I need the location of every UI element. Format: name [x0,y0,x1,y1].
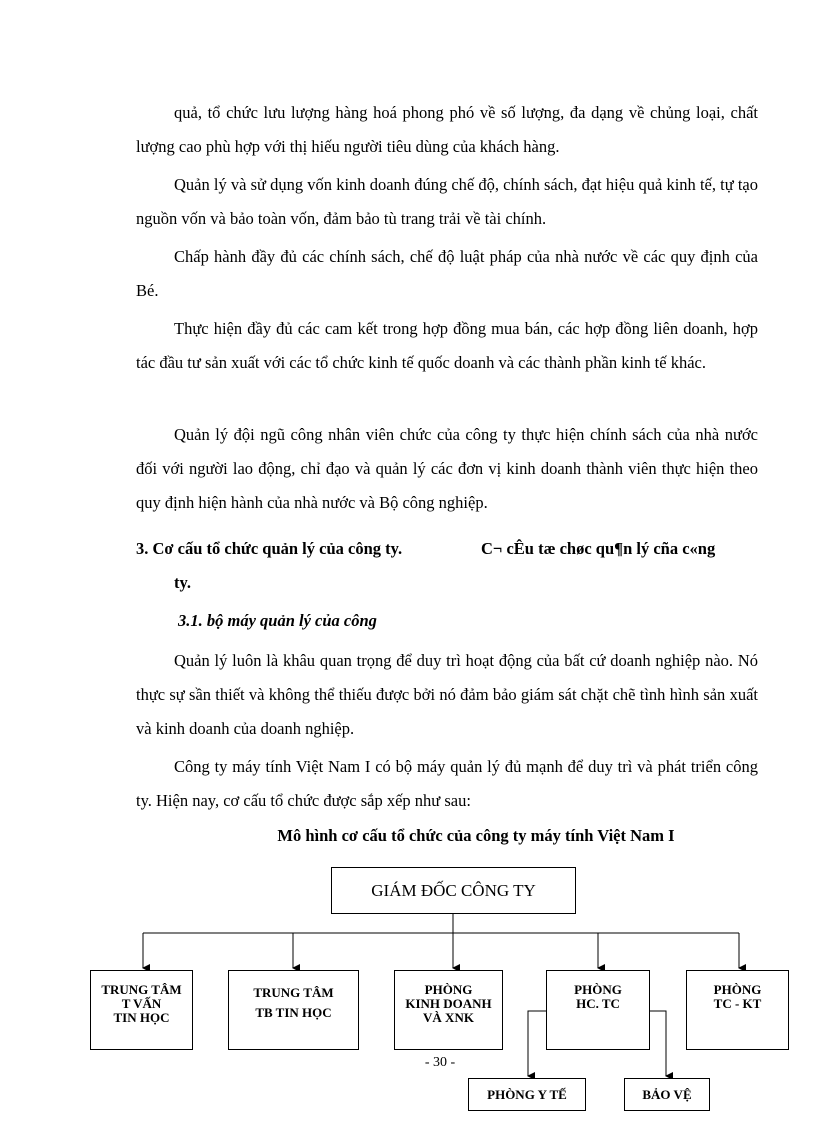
paragraph-7: Công ty máy tính Việt Nam I có bộ máy quản lý đủ mạnh để duy trì và phát triển công ty. Hiện nay, cơ cấu tổ chức được sắp xếp như sau: [136,757,758,810]
sub-unit-bao-ve [624,1078,710,1111]
paragraph-3: Chấp hành đầy đủ các chính sách, chế độ luật pháp của nhà nước về các quy định của Bé. [136,247,758,300]
paragraph-5: Quản lý đội ngũ công nhân viên chức của công ty thực hiện chính sách của nhà nước đối với người lao động, chỉ đạo và quản lý các đơn vị kinh doanh thành viên thực hiện theo quy định hiện hành của nhà nước và Bộ công nghiệp. [136,425,758,512]
dept-1-line-2: T VẤN [121,996,162,1011]
paragraph-4: Thực hiện đầy đủ các cam kết trong hợp đồng mua bán, các hợp đồng liên doanh, hợp tác đầu tư sản xuất với các tổ chức kinh tế quốc doanh và các thành phần kinh tế khác. [136,319,758,372]
sub-unit-y-te [468,1078,586,1111]
paragraph-2: Quản lý và sử dụng vốn kinh doanh đúng chế độ, chính sách, đạt hiệu quả kinh tế, tự tạo nguồn vốn và bảo toàn vốn, đảm bảo tù trang trải về tài chính. [136,175,758,228]
sub-unit-1-label: PHÒNG Y TẾ [487,1087,567,1102]
paragraph-6: Quản lý luôn là khâu quan trọng để duy trì hoạt động của bất cứ doanh nghiệp nào. Nó thực sự sần thiết và không thể thiếu được bởi nó đảm bảo giám sát chặt chẽ tình hình sản xuất và kinh doanh của doanh nghiệp. [136,651,758,738]
section-heading-text: 3. Cơ cấu tổ chức quản lý của công ty. [136,539,403,558]
director-label: GIÁM ĐỐC CÔNG TY [371,881,536,900]
org-chart-title: Mô hình cơ cấu tổ chức của công ty máy tính Việt Nam I [277,826,675,845]
dept-1-line-1: TRUNG TÂM [101,982,182,997]
dept-2-line-2: TB TIN HỌC [255,1005,332,1020]
sub-unit-2-label: BẢO VỆ [642,1087,692,1102]
dept-1-line-3: TIN HỌC [113,1010,170,1025]
dept-3-line-3: VÀ XNK [423,1010,474,1025]
dept-3-line-2: KINH DOANH [405,996,492,1011]
dept-5-line-2: TC - KT [713,996,762,1011]
paragraph-1: quả, tổ chức lưu lượng hàng hoá phong phó về số lượng, đa dạng về chủng loại, chất lượng cao phù hợp với thị hiếu người tiêu dùng của khách hàng. [136,103,758,156]
dept-box-tv-tin-hoc [90,970,193,1050]
dept-4-line-2: HC. TC [576,996,620,1011]
dept-box-tc-kt [686,970,789,1050]
dept-5-line-1: PHÒNG [713,982,762,997]
subsection-heading: 3.1. bộ máy quản lý của công [178,611,377,630]
page-number: - 30 - [424,1055,456,1070]
dept-box-kinh-doanh [394,970,503,1050]
section-heading-continuation: ty. [174,573,191,592]
dept-3-line-1: PHÒNG [424,982,473,997]
dept-2-line-1: TRUNG TÂM [253,985,334,1000]
director-box [331,867,576,914]
dept-box-hc-tc [546,970,650,1050]
dept-box-tb-tin-hoc [228,970,359,1050]
dept-4-line-1: PHÒNG [574,982,622,997]
section-heading-garbled: C¬ cÊu tæ chøc qu¶n lý cña c«ng [481,539,716,558]
